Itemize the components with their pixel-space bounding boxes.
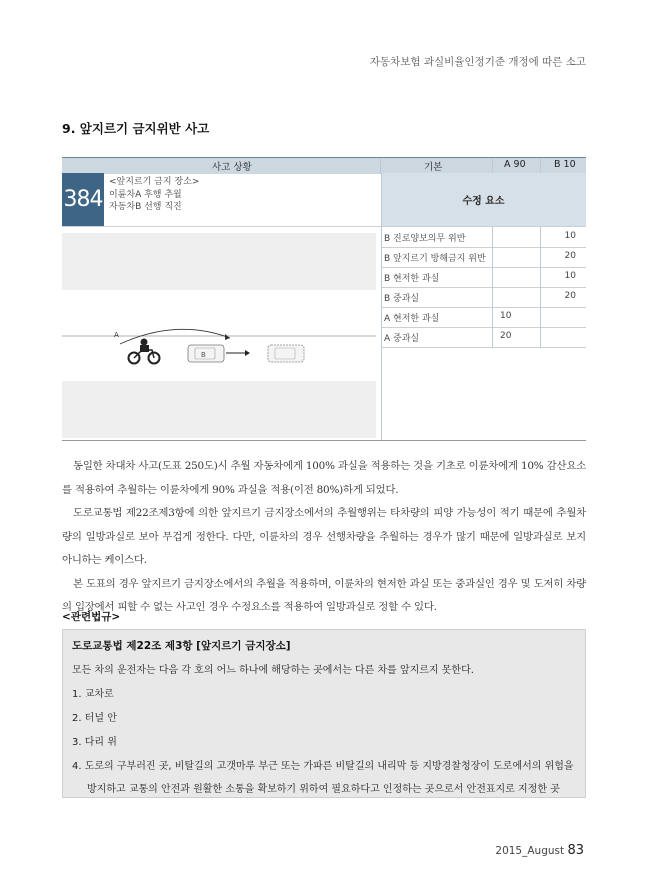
body-paragraph: 본 도표의 경우 앞지르기 금지장소에서의 추월을 적용하며, 이륜차의 현저한 과실 또는 중과실인 경우 및 도저히 차량의 입장에서 피할 수 없는 사고인 경우 수정요소를 적용하여 일방과실로 정할 수 있다. <box>62 577 586 613</box>
diagram-label-b: B <box>201 351 206 359</box>
car-b-icon <box>188 345 224 362</box>
factor-a: 10 <box>500 311 512 321</box>
factor-label: B 앞지르기 방해금지 위반 <box>384 254 486 264</box>
section-title: 9. 앞지르기 금지위반 사고 <box>62 121 210 136</box>
situation-line: 자동차B 선행 직진 <box>109 202 182 212</box>
page-footer <box>495 843 584 858</box>
accident-diagram <box>62 326 376 374</box>
law-box <box>62 629 586 798</box>
car-ghost-icon <box>268 345 304 362</box>
situation-description <box>109 176 199 214</box>
related-law-label: <관련법규> <box>62 611 121 623</box>
factor-row <box>381 227 586 248</box>
law-title: 도로교통법 제22조 제3항 [앞지르기 금지장소] <box>72 640 291 652</box>
factor-label: B 진로양보의무 위반 <box>384 234 466 244</box>
body-paragraph: 도로교통법 제22조제3항에 의한 앞지르기 금지장소에서의 추월행위는 타차량의 피양 가능성이 적기 때문에 추월차량의 일방과실로 보아 무겁게 정한다. 다만, 이륜차의 경우 선행차량을 추월하는 경우가 많기 때문에 일방과실로 보지 아니하는 케이스다. <box>62 507 586 566</box>
modification-header: 수정 요소 <box>381 173 586 226</box>
diagram-background-top <box>62 233 376 290</box>
factor-b: 10 <box>564 231 576 241</box>
factor-label: A 현저한 과실 <box>384 314 440 324</box>
motorcycle-icon <box>129 339 160 364</box>
body-paragraph: 동일한 차대차 사고(도표 250도)시 추월 자동차에게 100% 과실을 적용하는 것을 기초로 이륜차에게 10% 감산요소를 적용하여 추월하는 이륜차에게 90% 과실을 적용(이전 80%)하게 되었다. <box>62 460 586 496</box>
law-line: 1. 교차로 <box>72 689 114 700</box>
factor-label: B 현저한 과실 <box>384 274 440 284</box>
factor-label: A 중과실 <box>384 334 420 344</box>
factor-label: B 중과실 <box>384 294 420 304</box>
diagram-background-bottom <box>62 381 376 438</box>
header-a: A 90 <box>504 159 526 170</box>
law-line: 모든 차의 운전자는 다음 각 호의 어느 하나에 해당하는 곳에서는 다른 차를 앞지르지 못한다. <box>72 665 474 676</box>
table-header <box>62 157 586 174</box>
situation-line: 이륜차A 후행 추월 <box>109 189 182 200</box>
page-number: 83 <box>567 843 584 858</box>
factor-b: 20 <box>564 291 576 301</box>
factor-row <box>381 247 586 268</box>
header-situation: 사고 상황 <box>212 162 252 173</box>
footer-issue: 2015_August <box>495 845 565 857</box>
factor-row <box>381 267 586 288</box>
law-line: 2. 터널 안 <box>72 713 117 724</box>
running-header: 자동차보험 과실비율인정기준 개정에 따른 소고 <box>369 56 586 68</box>
header-base: 기본 <box>424 162 443 173</box>
body-text <box>62 455 586 620</box>
factor-row <box>381 287 586 308</box>
situation-line: <앞지르기 금지 장소> <box>109 177 200 187</box>
law-line: 4. 도로의 구부러진 곳, 비탈길의 고갯마루 부근 또는 가파른 비탈길의 내리막 등 지방경찰청장이 도로에서의 위험을 <box>72 761 574 772</box>
factor-b: 20 <box>564 251 576 261</box>
case-number: 384 <box>62 173 104 226</box>
law-line: 방지하고 교통의 안전과 원활한 소통을 확보하기 위하여 필요하다고 인정하는 곳으로서 안전표지로 지정한 곳 <box>87 784 560 795</box>
law-line: 3. 다리 위 <box>72 737 117 748</box>
factor-row <box>381 307 586 328</box>
header-b: B 10 <box>554 159 576 170</box>
factor-a: 20 <box>500 331 512 341</box>
factor-b: 10 <box>564 271 576 281</box>
table-bottom-rule <box>62 440 586 441</box>
diagram-label-a: A <box>114 331 119 339</box>
factor-row <box>381 327 586 348</box>
